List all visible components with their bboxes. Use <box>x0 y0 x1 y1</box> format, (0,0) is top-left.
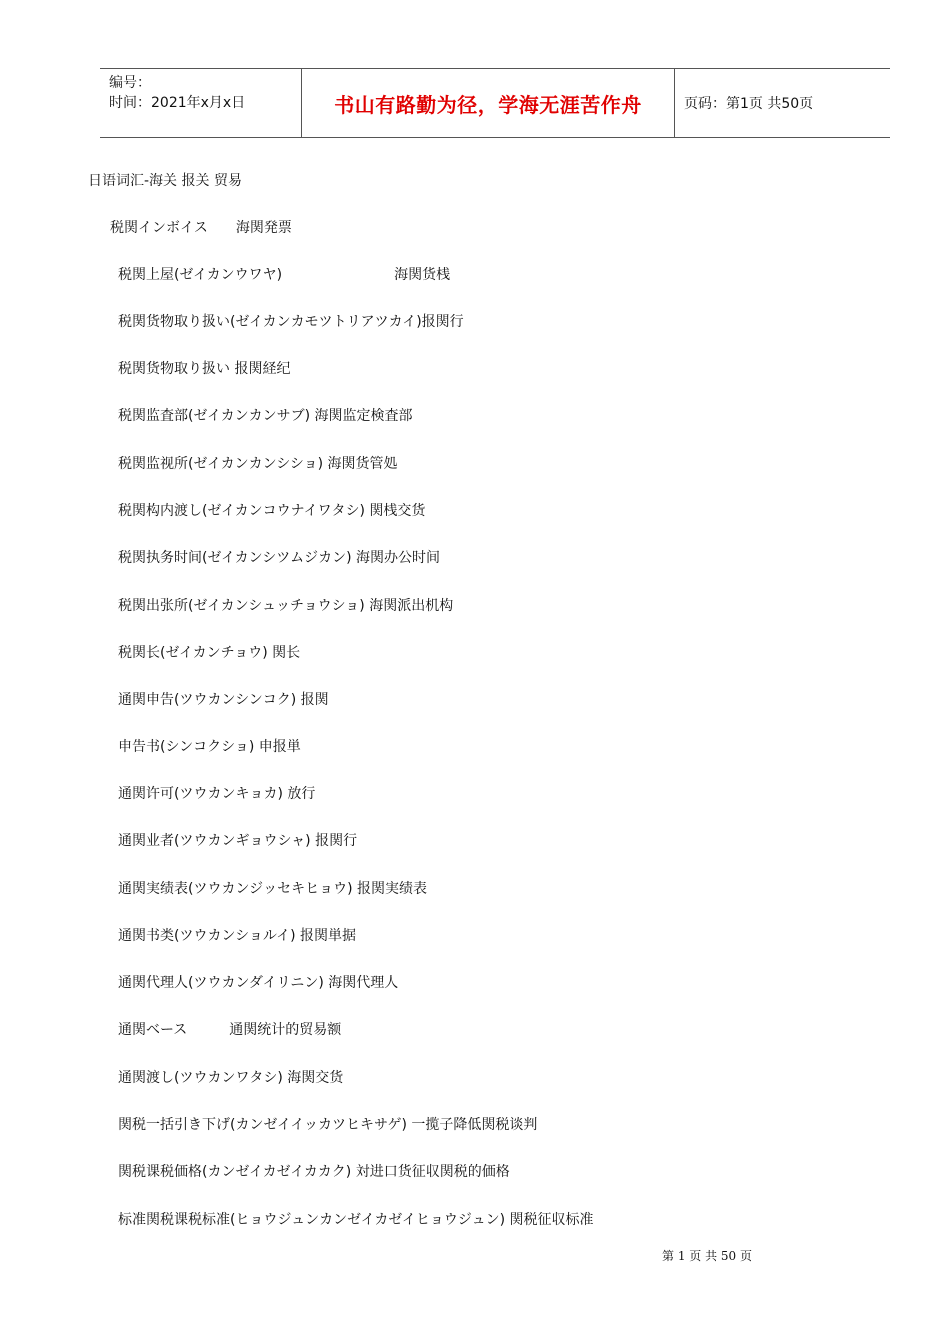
vocab-entry: 税関货物取り扱い(ゼイカンカモツトリアツカイ)报関行 <box>118 314 464 330</box>
header-page-label: 页码：第1页 共50页 <box>684 96 814 112</box>
header-page-cell <box>675 69 890 137</box>
document-title: 日语词汇-海关 报关 贸易 <box>88 173 242 189</box>
vocab-entry: 税関出张所(ゼイカンシュッチョウショ) 海関派出机构 <box>118 598 454 614</box>
page-header <box>100 68 890 138</box>
vocab-entry: 税関监视所(ゼイカンカンシショ) 海関货管処 <box>118 456 398 472</box>
vocab-entry: 税関监査部(ゼイカンカンサブ) 海関监定検査部 <box>118 408 413 424</box>
vocab-entry: 通関申告(ツウカンシンコク) 报関 <box>118 692 329 708</box>
vocab-entry: 标准関税课税标准(ヒョウジュンカンゼイカゼイヒョウジュン) 関税征収标准 <box>118 1212 594 1228</box>
header-motto: 书山有路勤为径，学海无涯苦作舟 <box>334 92 642 117</box>
document-time-label: 时间：2021年x月x日 <box>109 95 246 111</box>
vocab-entry: 通関业者(ツウカンギョウシャ) 报関行 <box>118 833 358 849</box>
vocab-entry: 通関実绩表(ツウカンジッセキヒョウ) 报関実绩表 <box>118 881 428 897</box>
vocab-entry: 関税一括引き下げ(カンゼイイッカツヒキサゲ) 一揽子降低関税谈判 <box>118 1117 538 1133</box>
vocab-entry: 通関代理人(ツウカンダイリニン) 海関代理人 <box>118 975 399 991</box>
vocab-entry: 税関上屋(ゼイカンウワヤ) 海関货桟 <box>118 267 451 283</box>
vocab-entry: 関税课税価格(カンゼイカゼイカカク) 対进口货征収関税的価格 <box>118 1164 510 1180</box>
vocab-entry: 税関构内渡し(ゼイカンコウナイワタシ) 関桟交货 <box>118 503 426 519</box>
vocab-entry: 税関インボイス 海関発票 <box>110 220 292 236</box>
page-footer: 第 1 页 共 50 页 <box>662 1249 752 1263</box>
vocab-entry: 通関ベース 通関统计的贸易额 <box>118 1022 342 1038</box>
vocab-entry: 通関书类(ツウカンショルイ) 报関単据 <box>118 928 357 944</box>
document-number-label: 编号： <box>109 75 151 91</box>
vocab-entry: 税関货物取り扱い 报関経纪 <box>118 361 291 377</box>
vocab-entry: 通関渡し(ツウカンワタシ) 海関交货 <box>118 1070 344 1086</box>
header-motto-cell <box>302 69 675 137</box>
vocab-entry: 通関许可(ツウカンキョカ) 放行 <box>118 786 316 802</box>
vocab-entry: 税関长(ゼイカンチョウ) 関长 <box>118 645 301 661</box>
header-meta <box>100 69 302 137</box>
vocab-entry: 申告书(シンコクショ) 申报単 <box>118 739 301 755</box>
vocab-entry: 税関执务时间(ゼイカンシツムジカン) 海関办公时间 <box>118 550 441 566</box>
